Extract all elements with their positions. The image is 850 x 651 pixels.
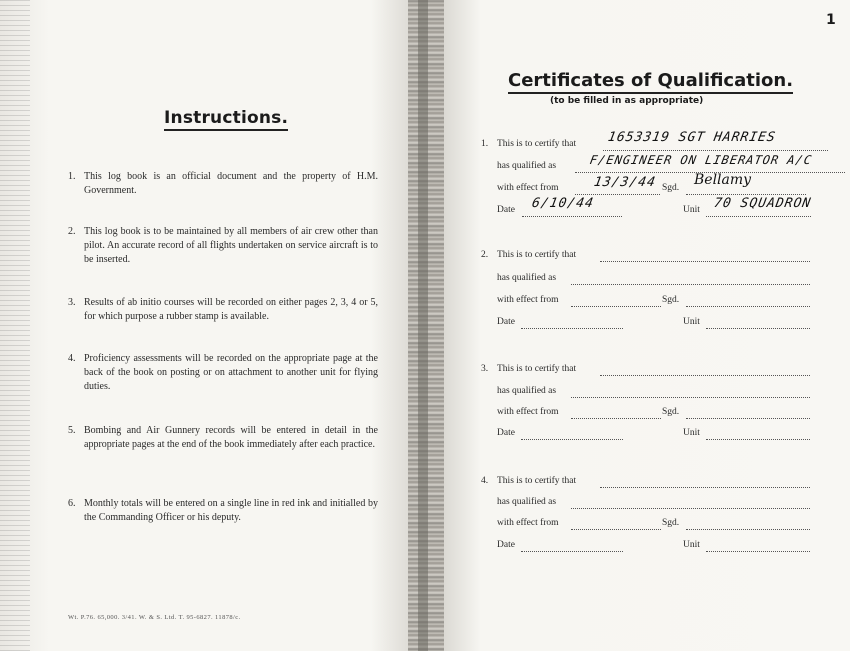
unit-line <box>706 551 810 552</box>
effect-line <box>575 194 660 195</box>
date-line <box>521 551 623 552</box>
certify-label: This is to certify that <box>497 250 577 260</box>
date-line <box>521 328 623 329</box>
certificates-subtitle: (to be filled in as appropriate) <box>550 96 704 106</box>
instruction-text: This log book is to be maintained by all members of air crew other than pilot. An accurate record of all flights undertaken on service aircraft is to be inserted. <box>84 226 378 265</box>
printer-imprint: Wt. P.76. 65,000. 3/41. W. & S. Ltd. T. 95-6827. 11878/c. <box>68 614 241 621</box>
qualified-line <box>571 508 810 509</box>
date-label: Date <box>497 205 515 215</box>
certify-line <box>600 261 810 262</box>
date-handwritten: 6/10/44 <box>530 196 596 211</box>
instruction-item <box>68 170 378 198</box>
instruction-item <box>68 352 378 394</box>
sgd-line <box>686 418 810 419</box>
certify-line <box>600 487 810 488</box>
certificate-number: 3. <box>481 364 489 374</box>
instruction-item <box>68 424 378 452</box>
qualified-label: has qualified as <box>497 386 557 396</box>
qualified-label: has qualified as <box>497 273 557 283</box>
sgd-line <box>686 194 806 195</box>
sgd-label: Sgd. <box>662 407 680 417</box>
unit-label: Unit <box>683 205 700 215</box>
instruction-text: Monthly totals will be entered on a single line in red ink and initialled by the Commanding Officer or his deputy. <box>84 498 378 523</box>
certificate-number: 1. <box>481 139 489 149</box>
sgd-line <box>686 306 810 307</box>
left-page <box>0 0 412 651</box>
certify-label: This is to certify that <box>497 364 577 374</box>
effect-label: with effect from <box>497 295 559 305</box>
unit-line <box>706 328 810 329</box>
effect-line <box>571 529 661 530</box>
qualified-label: has qualified as <box>497 161 557 171</box>
qualified-label: has qualified as <box>497 497 557 507</box>
sgd-label: Sgd. <box>662 183 680 193</box>
instruction-number: 2. <box>68 226 76 237</box>
certificate-number: 2. <box>481 250 489 260</box>
instruction-item <box>68 296 378 324</box>
effect-label: with effect from <box>497 518 559 528</box>
instruction-text: Proficiency assessments will be recorded on the appropriate page at the back of the book on posting or on attachment to another unit for flying duties. <box>84 353 378 392</box>
instruction-number: 6. <box>68 498 76 509</box>
instruction-text: Bombing and Air Gunnery records will be entered in detail in the appropriate pages at the end of the book immediately after each practice. <box>84 425 378 450</box>
certify-line <box>603 150 828 151</box>
effect-line <box>571 418 661 419</box>
effect-line <box>571 306 661 307</box>
signature-handwritten: Bellamy <box>694 172 752 188</box>
sgd-label: Sgd. <box>662 295 680 305</box>
date-label: Date <box>497 540 515 550</box>
date-line <box>521 439 623 440</box>
instruction-number: 4. <box>68 353 76 364</box>
instruction-number: 3. <box>68 297 76 308</box>
instruction-item <box>68 225 378 267</box>
page-number: 1 <box>826 12 836 28</box>
certificate-number: 4. <box>481 476 489 486</box>
unit-handwritten: 70 SQUADRON <box>712 196 813 211</box>
qualified-line <box>571 284 810 285</box>
certify-label: This is to certify that <box>497 476 577 486</box>
qualified-handwritten: F/ENGINEER ON LIBERATOR A/C <box>588 153 814 167</box>
effect-label: with effect from <box>497 407 559 417</box>
sgd-label: Sgd. <box>662 518 680 528</box>
certify-line <box>600 375 810 376</box>
instructions-title: Instructions. <box>164 108 288 131</box>
sgd-line <box>686 529 810 530</box>
unit-label: Unit <box>683 540 700 550</box>
date-line <box>522 216 622 217</box>
qualified-line <box>571 397 810 398</box>
certify-handwritten: 1653319 SGT HARRIES <box>606 130 778 145</box>
date-label: Date <box>497 428 515 438</box>
unit-label: Unit <box>683 428 700 438</box>
page-edge-texture <box>0 0 30 651</box>
date-label: Date <box>497 317 515 327</box>
unit-line <box>706 216 811 217</box>
instruction-text: This log book is an official document and the property of H.M. Government. <box>84 171 378 196</box>
effect-handwritten: 13/3/44 <box>592 175 658 190</box>
spine-shadow <box>418 0 428 651</box>
instruction-number: 1. <box>68 171 76 182</box>
effect-label: with effect from <box>497 183 559 193</box>
instruction-text: Results of ab initio courses will be recorded on either pages 2, 3, 4 or 5, for which purpose a rubber stamp is available. <box>84 297 378 322</box>
unit-line <box>706 439 810 440</box>
instruction-item <box>68 497 378 525</box>
instruction-number: 5. <box>68 425 76 436</box>
certificates-title: Certificates of Qualification. <box>508 70 793 94</box>
unit-label: Unit <box>683 317 700 327</box>
certify-label: This is to certify that <box>497 139 577 149</box>
